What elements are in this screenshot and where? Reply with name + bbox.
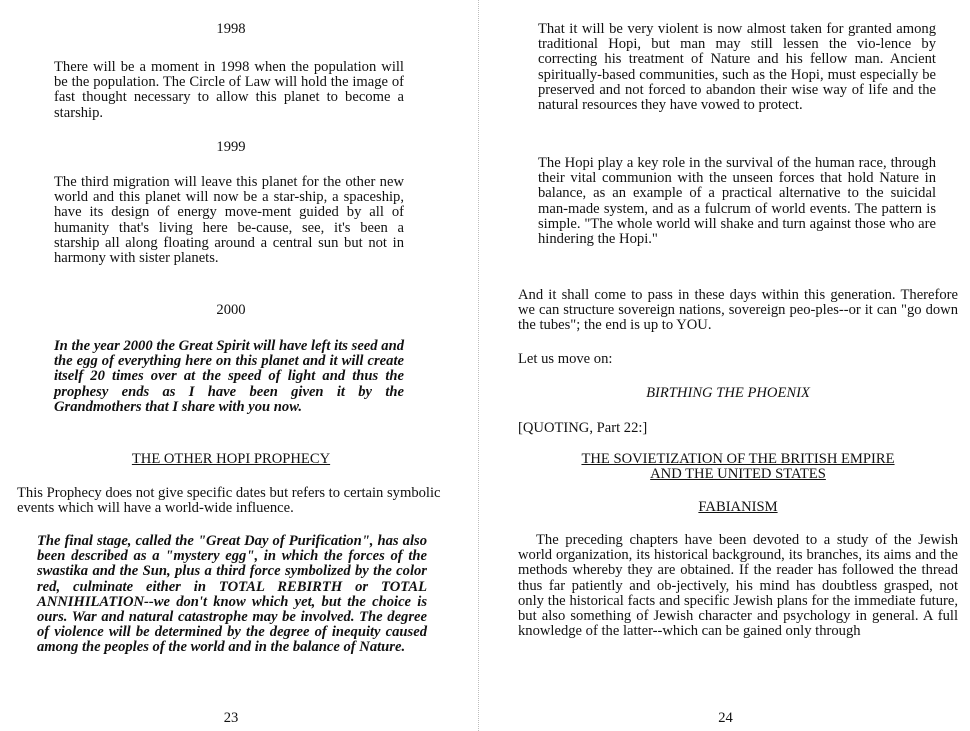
chapter-title-line-1: THE SOVIETIZATION OF THE BRITISH EMPIRE	[581, 451, 895, 467]
chapter-title-line-2: AND THE UNITED STATES	[650, 466, 826, 482]
section-title-other-hopi-prophecy: THE OTHER HOPI PROPHECY	[131, 451, 331, 467]
quoting-line: [QUOTING, Part 22:]	[518, 420, 648, 436]
page-gutter	[478, 0, 479, 731]
right-page	[488, 0, 970, 731]
year-heading-1998: 1998	[216, 21, 246, 37]
year-heading-1999: 1999	[216, 139, 246, 155]
paragraph-1998: There will be a moment in 1998 when the population will be the population. The Circle of Law will hold the image of fast thought necessary to allow this planet to become a starship.	[54, 59, 404, 121]
paragraph-violence: That it will be very violent is now almost taken for granted among traditional Hopi, but man may still lessen the vio-lence by correcting his treatment of Nature and his fellow man. Ancient spiritually-based communities, such as the Hopi, must especially be preserved and not forced to abandon their wise way of life and the natural resources they have vowed to protect.	[538, 21, 936, 114]
fabianism-heading: FABIANISM	[698, 499, 778, 515]
paragraph-preceding-chapters: The preceding chapters have been devoted to a study of the Jewish world organization, its historical background, its branches, its aims and the methods whereby they are obtained. If the reader has followed the thread thus far patiently and ob-jectively, his mind has doubtless grasped, not only the historical facts and specific Jewish plans for the immediate future, but also something of Jewish character and psychology in general. A full knowledge of the latter--which can be gained only through	[518, 532, 958, 640]
year-heading-2000: 2000	[216, 302, 246, 318]
prophecy-quote: The final stage, called the "Great Day of Purification", has also been described as a "mystery egg", in which the forces of the swastika and the Sun, plus a third force symbolized by the color red, culminate either in TOTAL REBIRTH or TOTAL ANNIHILATION--we don't know which yet, but the choice is ours. War and natural catastrophe may be involved. The degree of violence will be determined by the degree of inequity caused among the peoples of the world and in the balance of Nature.	[37, 533, 427, 656]
paragraph-generation: And it shall come to pass in these days within this generation. Therefore we can structure sovereign nations, sovereign peo-ples--or it can "go down the tubes"; the end is up to YOU.	[518, 287, 958, 334]
page-number-right: 24	[718, 710, 733, 726]
page-number-left: 23	[223, 710, 239, 726]
left-page	[0, 0, 470, 731]
move-on-line: Let us move on:	[518, 351, 613, 367]
paragraph-2000: In the year 2000 the Great Spirit will have left its seed and the egg of everything here on this planet and it will create itself 20 times over at the speed of light and thus the prophesy ends as I have been given it by the Grandmothers that I share with you now.	[54, 338, 404, 415]
paragraph-hopi-role: The Hopi play a key role in the survival of the human race, through their vital communion with the unseen forces that hold Nature in balance, as an example of a practical alternative to the suicidal man-made system, and as a fulcrum of world events. The pattern is simple. "The whole world will shake and turn against those who are hindering the Hopi."	[538, 155, 936, 248]
birthing-the-phoenix: BIRTHING THE PHOENIX	[646, 385, 810, 401]
paragraph-1999: The third migration will leave this planet for the other new world and this planet will now be a star-ship, a spaceship, have its design of energy move-ment guided by all of humanity that's living here be-cause, see, it's been a starship all along floating around a central sun but not in harmony with sister planets.	[54, 174, 404, 267]
prophecy-intro: This Prophecy does not give specific dates but refers to certain symbolic events which will have a world-wide influence.	[17, 485, 441, 517]
